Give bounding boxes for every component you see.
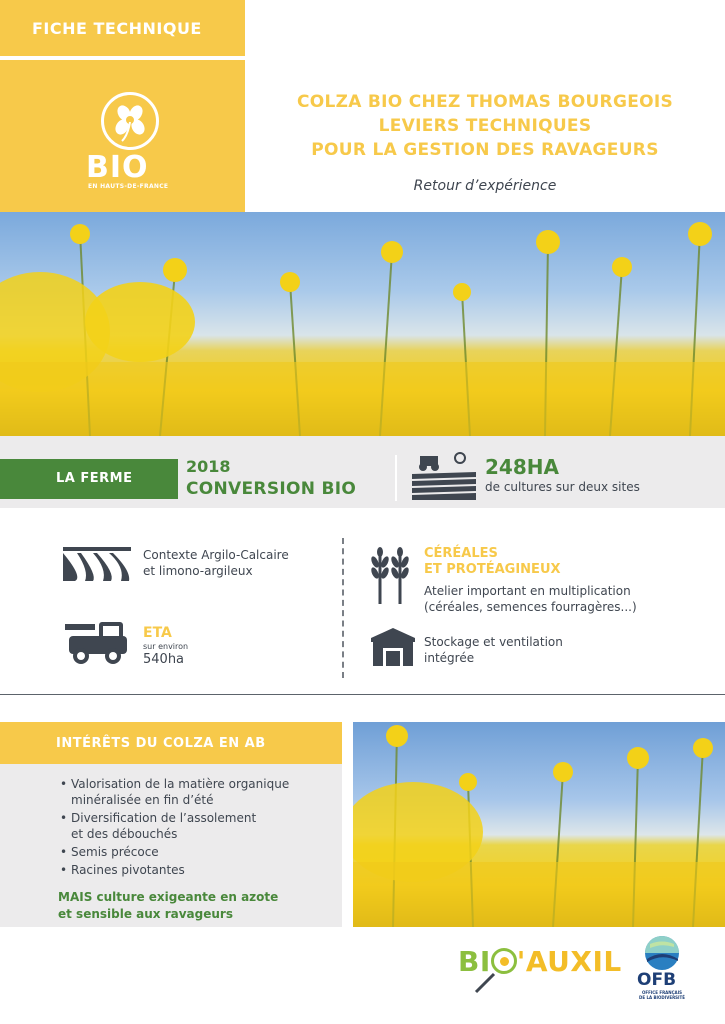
rapeseed-closeup-photo [353,722,725,927]
combine-harvester-icon [63,620,133,670]
conversion-label: CONVERSION BIO [186,479,357,499]
flower-icon [101,92,159,150]
bioauxil-logo-part-1: BI [458,945,491,978]
cereals-description [424,583,637,615]
warning-line-1: MAIS culture exigeante en azote [58,890,279,904]
list-item [60,776,340,808]
fiche-technique-tab: FICHE TECHNIQUE [0,0,245,56]
cereals-line-2: (céréales, semences fourragères...) [424,600,637,614]
eta-title: ETA [143,625,172,641]
bullet-line: et des débouchés [71,827,178,841]
cereals-title-line-1: CÉRÉALES [424,546,498,561]
ladybug-magnifier-icon [491,948,517,974]
storage-line-2: intégrée [424,651,475,665]
storage-description [424,634,563,666]
cereals-title-line-2: ET PROTÉAGINEUX [424,562,561,577]
eta-subtitle: sur environ [143,642,189,651]
title-line-3: POUR LA GESTION DES RAVAGEURS [311,140,659,160]
warning-line-2: et sensible aux ravageurs [58,907,233,921]
soil-line-1: Contexte Argilo-Calcaire [143,548,289,562]
bullet-line: • Racines pivotantes [71,863,185,877]
bullet-line: • Diversification de l’assolement [71,811,257,825]
soil-furrows-icon [63,547,131,585]
grid-dashed-divider [342,538,344,678]
bullet-line: • Valorisation de la matière organique [71,777,290,791]
section-separator [0,694,725,695]
list-item [60,862,340,878]
bio-logo-subtext: EN HAUTS-DE-FRANCE [88,183,169,190]
ofb-globe-icon [644,935,680,975]
bioauxil-logo-part-2: 'AUXIL [516,945,622,978]
bullet-line: • Semis précoce [71,845,159,859]
rapeseed-field-photo [0,212,725,436]
ofb-sub-line-2: DE LA BIODIVERSITÉ [639,995,685,1000]
tractor-field-icon [410,450,478,506]
conversion-year: 2018 [186,457,231,476]
ofb-logo-text: OFB [637,970,677,990]
eta-value: 540ha [143,652,185,667]
farm-area-description: de cultures sur deux sites [485,480,640,494]
ofb-sub-line-1: OFFICE FRANÇAIS [641,990,683,995]
soil-context-text [143,547,289,579]
wheat-icon [368,546,412,610]
interets-title: INTÉRÊTS DU COLZA EN AB [0,722,342,764]
magnifier-handle-icon [466,972,496,998]
list-item [60,810,340,842]
storage-line-1: Stockage et ventilation [424,635,563,649]
soil-line-2: et limono-argileux [143,564,253,578]
warning-note [58,889,338,923]
bio-logo-text: BIO [86,150,149,185]
title-line-1: COLZA BIO CHEZ THOMAS BOURGEOIS [296,92,674,112]
page-title [245,90,725,162]
cereals-line-1: Atelier important en multiplication [424,584,631,598]
cereals-title [424,546,561,578]
bullet-line: minéralisée en fin d’été [71,793,214,807]
la-ferme-label: LA FERME [0,459,178,499]
title-line-2: LEVIERS TECHNIQUES [378,116,592,136]
page-subtitle: Retour d’expérience [413,178,557,194]
interets-list [60,776,340,880]
farm-area-value: 248HA [485,455,559,479]
bio-logo-block [0,60,245,212]
band-divider [395,455,397,501]
storage-barn-icon [369,626,417,672]
ofb-logo-subtext [637,990,687,1000]
list-item [60,844,340,860]
